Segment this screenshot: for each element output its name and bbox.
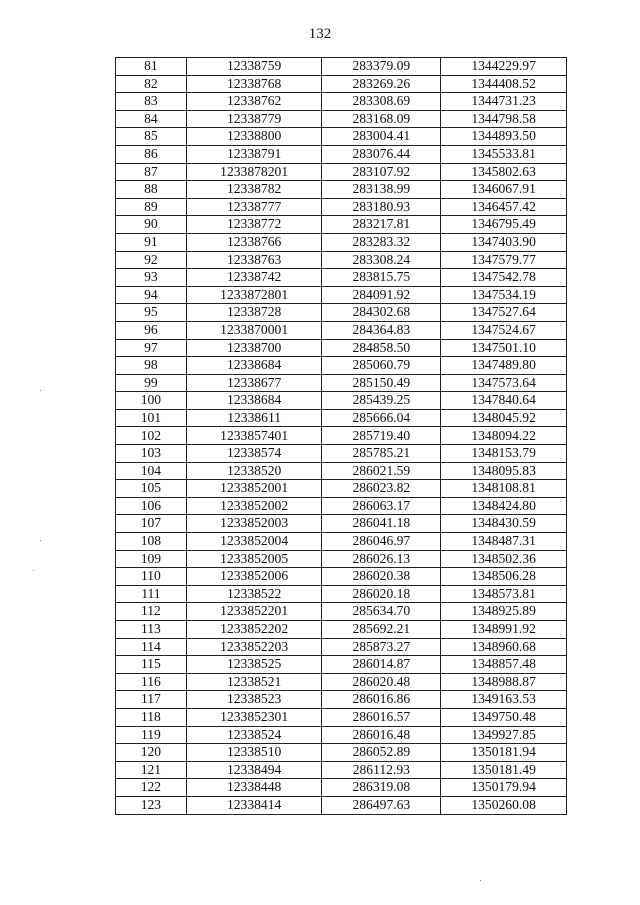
point-number-cell: 112: [116, 603, 187, 621]
point-number-cell: 91: [116, 233, 187, 251]
point-id-cell: 12338574: [186, 445, 322, 463]
point-number-cell: 102: [116, 427, 187, 445]
table-row: [116, 515, 567, 533]
point-id-cell: 12338525: [186, 656, 322, 674]
x-coordinate-cell: 286063.17: [322, 497, 441, 515]
table-row: [116, 638, 567, 656]
point-id-cell: 12338768: [186, 75, 322, 93]
x-coordinate-cell: 286041.18: [322, 515, 441, 533]
table-row: [116, 374, 567, 392]
point-id-cell: 12338520: [186, 462, 322, 480]
table-row: [116, 585, 567, 603]
x-coordinate-cell: 286016.48: [322, 726, 441, 744]
y-coordinate-cell: 1348430.59: [441, 515, 567, 533]
y-coordinate-cell: 1347840.64: [441, 392, 567, 410]
table-row: [116, 533, 567, 551]
y-coordinate-cell: 1348960.68: [441, 638, 567, 656]
point-number-cell: 114: [116, 638, 187, 656]
point-id-cell: 12338762: [186, 93, 322, 111]
x-coordinate-cell: 283379.09: [322, 58, 441, 76]
table-row: [116, 286, 567, 304]
point-number-cell: 85: [116, 128, 187, 146]
y-coordinate-cell: 1348573.81: [441, 585, 567, 603]
table-row: [116, 392, 567, 410]
x-coordinate-cell: 284302.68: [322, 304, 441, 322]
point-number-cell: 92: [116, 251, 187, 269]
point-id-cell: 12338494: [186, 761, 322, 779]
point-id-cell: 12338772: [186, 216, 322, 234]
point-number-cell: 93: [116, 269, 187, 287]
point-number-cell: 106: [116, 497, 187, 515]
x-coordinate-cell: 286020.48: [322, 673, 441, 691]
table-row: [116, 409, 567, 427]
table-row: [116, 163, 567, 181]
table-row: [116, 269, 567, 287]
point-id-cell: 1233857401: [186, 427, 322, 445]
y-coordinate-cell: 1349750.48: [441, 708, 567, 726]
point-id-cell: 1233852004: [186, 533, 322, 551]
x-coordinate-cell: 286052.89: [322, 744, 441, 762]
x-coordinate-cell: 283283.32: [322, 233, 441, 251]
point-number-cell: 103: [116, 445, 187, 463]
y-coordinate-cell: 1344408.52: [441, 75, 567, 93]
x-coordinate-cell: 283269.26: [322, 75, 441, 93]
y-coordinate-cell: 1347489.80: [441, 357, 567, 375]
point-number-cell: 121: [116, 761, 187, 779]
x-coordinate-cell: 286016.57: [322, 708, 441, 726]
table-row: [116, 603, 567, 621]
point-id-cell: 1233852005: [186, 550, 322, 568]
table-row: [116, 744, 567, 762]
table-row: [116, 779, 567, 797]
x-coordinate-cell: 283308.24: [322, 251, 441, 269]
table-row: [116, 480, 567, 498]
x-coordinate-cell: 285873.27: [322, 638, 441, 656]
point-number-cell: 105: [116, 480, 187, 498]
table-row: [116, 357, 567, 375]
point-number-cell: 116: [116, 673, 187, 691]
y-coordinate-cell: 1348095.83: [441, 462, 567, 480]
point-number-cell: 96: [116, 321, 187, 339]
coordinates-table: [115, 57, 567, 815]
point-id-cell: 1233852003: [186, 515, 322, 533]
y-coordinate-cell: 1347573.64: [441, 374, 567, 392]
y-coordinate-cell: 1348424.80: [441, 497, 567, 515]
point-number-cell: 109: [116, 550, 187, 568]
table-row: [116, 198, 567, 216]
point-id-cell: 12338800: [186, 128, 322, 146]
point-id-cell: 1233852001: [186, 480, 322, 498]
x-coordinate-cell: 286021.59: [322, 462, 441, 480]
x-coordinate-cell: 283308.69: [322, 93, 441, 111]
point-number-cell: 97: [116, 339, 187, 357]
table-row: [116, 128, 567, 146]
point-id-cell: 1233872801: [186, 286, 322, 304]
point-id-cell: 12338611: [186, 409, 322, 427]
point-number-cell: 111: [116, 585, 187, 603]
point-number-cell: 98: [116, 357, 187, 375]
point-id-cell: 12338791: [186, 145, 322, 163]
table-row: [116, 181, 567, 199]
point-id-cell: 12338759: [186, 58, 322, 76]
point-id-cell: 12338523: [186, 691, 322, 709]
y-coordinate-cell: 1350179.94: [441, 779, 567, 797]
point-id-cell: 1233852002: [186, 497, 322, 515]
point-number-cell: 108: [116, 533, 187, 551]
point-id-cell: 12338684: [186, 392, 322, 410]
point-id-cell: 1233878201: [186, 163, 322, 181]
table-row: [116, 621, 567, 639]
y-coordinate-cell: 1348487.31: [441, 533, 567, 551]
point-number-cell: 113: [116, 621, 187, 639]
point-id-cell: 12338448: [186, 779, 322, 797]
point-number-cell: 123: [116, 796, 187, 814]
x-coordinate-cell: 286016.86: [322, 691, 441, 709]
point-id-cell: 12338777: [186, 198, 322, 216]
x-coordinate-cell: 284364.83: [322, 321, 441, 339]
table-row: [116, 568, 567, 586]
point-number-cell: 118: [116, 708, 187, 726]
table-row: [116, 708, 567, 726]
point-id-cell: 1233870001: [186, 321, 322, 339]
point-number-cell: 122: [116, 779, 187, 797]
y-coordinate-cell: 1344731.23: [441, 93, 567, 111]
x-coordinate-cell: 283138.99: [322, 181, 441, 199]
table-row: [116, 497, 567, 515]
x-coordinate-cell: 286014.87: [322, 656, 441, 674]
table-row: [116, 656, 567, 674]
table-row: [116, 216, 567, 234]
table-row: [116, 427, 567, 445]
point-id-cell: 12338728: [186, 304, 322, 322]
point-id-cell: 12338779: [186, 110, 322, 128]
point-number-cell: 119: [116, 726, 187, 744]
point-number-cell: 95: [116, 304, 187, 322]
scan-speck: [40, 540, 41, 541]
table-row: [116, 726, 567, 744]
point-number-cell: 100: [116, 392, 187, 410]
x-coordinate-cell: 285150.49: [322, 374, 441, 392]
point-id-cell: 1233852202: [186, 621, 322, 639]
y-coordinate-cell: 1345533.81: [441, 145, 567, 163]
point-id-cell: 12338684: [186, 357, 322, 375]
table-row: [116, 796, 567, 814]
point-number-cell: 117: [116, 691, 187, 709]
x-coordinate-cell: 283076.44: [322, 145, 441, 163]
x-coordinate-cell: 283180.93: [322, 198, 441, 216]
point-number-cell: 120: [116, 744, 187, 762]
point-id-cell: 12338524: [186, 726, 322, 744]
y-coordinate-cell: 1349927.85: [441, 726, 567, 744]
point-id-cell: 12338782: [186, 181, 322, 199]
point-number-cell: 110: [116, 568, 187, 586]
y-coordinate-cell: 1347579.77: [441, 251, 567, 269]
x-coordinate-cell: 286497.63: [322, 796, 441, 814]
point-id-cell: 12338677: [186, 374, 322, 392]
x-coordinate-cell: 286020.38: [322, 568, 441, 586]
y-coordinate-cell: 1346067.91: [441, 181, 567, 199]
y-coordinate-cell: 1348506.28: [441, 568, 567, 586]
x-coordinate-cell: 285060.79: [322, 357, 441, 375]
point-number-cell: 104: [116, 462, 187, 480]
table-row: [116, 445, 567, 463]
x-coordinate-cell: 285719.40: [322, 427, 441, 445]
point-id-cell: 12338522: [186, 585, 322, 603]
x-coordinate-cell: 286020.18: [322, 585, 441, 603]
table-row: [116, 673, 567, 691]
x-coordinate-cell: 285634.70: [322, 603, 441, 621]
x-coordinate-cell: 283815.75: [322, 269, 441, 287]
y-coordinate-cell: 1346795.49: [441, 216, 567, 234]
y-coordinate-cell: 1348857.48: [441, 656, 567, 674]
point-id-cell: 12338521: [186, 673, 322, 691]
table-row: [116, 304, 567, 322]
x-coordinate-cell: 283004.41: [322, 128, 441, 146]
point-id-cell: 12338700: [186, 339, 322, 357]
table-row: [116, 58, 567, 76]
point-id-cell: 1233852006: [186, 568, 322, 586]
x-coordinate-cell: 286112.93: [322, 761, 441, 779]
point-number-cell: 99: [116, 374, 187, 392]
point-number-cell: 83: [116, 93, 187, 111]
y-coordinate-cell: 1348991.92: [441, 621, 567, 639]
y-coordinate-cell: 1350260.08: [441, 796, 567, 814]
table-row: [116, 339, 567, 357]
x-coordinate-cell: 285692.21: [322, 621, 441, 639]
x-coordinate-cell: 283217.81: [322, 216, 441, 234]
y-coordinate-cell: 1350181.94: [441, 744, 567, 762]
table-row: [116, 691, 567, 709]
point-number-cell: 94: [116, 286, 187, 304]
table-body: [116, 58, 567, 815]
y-coordinate-cell: 1347527.64: [441, 304, 567, 322]
point-id-cell: 1233852201: [186, 603, 322, 621]
page-number: 132: [308, 26, 332, 42]
y-coordinate-cell: 1348108.81: [441, 480, 567, 498]
y-coordinate-cell: 1347542.78: [441, 269, 567, 287]
point-id-cell: 1233852203: [186, 638, 322, 656]
y-coordinate-cell: 1346457.42: [441, 198, 567, 216]
table-row: [116, 462, 567, 480]
y-coordinate-cell: 1348502.36: [441, 550, 567, 568]
point-number-cell: 115: [116, 656, 187, 674]
y-coordinate-cell: 1348988.87: [441, 673, 567, 691]
x-coordinate-cell: 286026.13: [322, 550, 441, 568]
point-number-cell: 86: [116, 145, 187, 163]
table-row: [116, 321, 567, 339]
point-number-cell: 87: [116, 163, 187, 181]
table-row: [116, 75, 567, 93]
x-coordinate-cell: 286046.97: [322, 533, 441, 551]
table-row: [116, 233, 567, 251]
y-coordinate-cell: 1348045.92: [441, 409, 567, 427]
scan-speck: [33, 570, 34, 571]
y-coordinate-cell: 1344893.50: [441, 128, 567, 146]
y-coordinate-cell: 1348153.79: [441, 445, 567, 463]
point-number-cell: 81: [116, 58, 187, 76]
y-coordinate-cell: 1349163.53: [441, 691, 567, 709]
table-row: [116, 550, 567, 568]
y-coordinate-cell: 1344229.97: [441, 58, 567, 76]
table-row: [116, 145, 567, 163]
point-id-cell: 12338414: [186, 796, 322, 814]
y-coordinate-cell: 1347501.10: [441, 339, 567, 357]
scan-speck: [480, 880, 481, 881]
x-coordinate-cell: 284858.50: [322, 339, 441, 357]
point-id-cell: 12338742: [186, 269, 322, 287]
y-coordinate-cell: 1347534.19: [441, 286, 567, 304]
x-coordinate-cell: 286023.82: [322, 480, 441, 498]
y-coordinate-cell: 1345802.63: [441, 163, 567, 181]
scan-speck: [40, 390, 41, 391]
x-coordinate-cell: 283168.09: [322, 110, 441, 128]
table-row: [116, 110, 567, 128]
point-id-cell: 12338510: [186, 744, 322, 762]
table-row: [116, 93, 567, 111]
x-coordinate-cell: 285785.21: [322, 445, 441, 463]
x-coordinate-cell: 285666.04: [322, 409, 441, 427]
x-coordinate-cell: 283107.92: [322, 163, 441, 181]
point-number-cell: 88: [116, 181, 187, 199]
point-number-cell: 82: [116, 75, 187, 93]
y-coordinate-cell: 1344798.58: [441, 110, 567, 128]
point-id-cell: 1233852301: [186, 708, 322, 726]
y-coordinate-cell: 1350181.49: [441, 761, 567, 779]
point-id-cell: 12338766: [186, 233, 322, 251]
y-coordinate-cell: 1348094.22: [441, 427, 567, 445]
point-number-cell: 84: [116, 110, 187, 128]
y-coordinate-cell: 1347403.90: [441, 233, 567, 251]
y-coordinate-cell: 1347524.67: [441, 321, 567, 339]
y-coordinate-cell: 1348925.89: [441, 603, 567, 621]
point-number-cell: 89: [116, 198, 187, 216]
point-number-cell: 90: [116, 216, 187, 234]
point-number-cell: 101: [116, 409, 187, 427]
point-number-cell: 107: [116, 515, 187, 533]
x-coordinate-cell: 286319.08: [322, 779, 441, 797]
table-row: [116, 761, 567, 779]
table-row: [116, 251, 567, 269]
point-id-cell: 12338763: [186, 251, 322, 269]
x-coordinate-cell: 285439.25: [322, 392, 441, 410]
x-coordinate-cell: 284091.92: [322, 286, 441, 304]
